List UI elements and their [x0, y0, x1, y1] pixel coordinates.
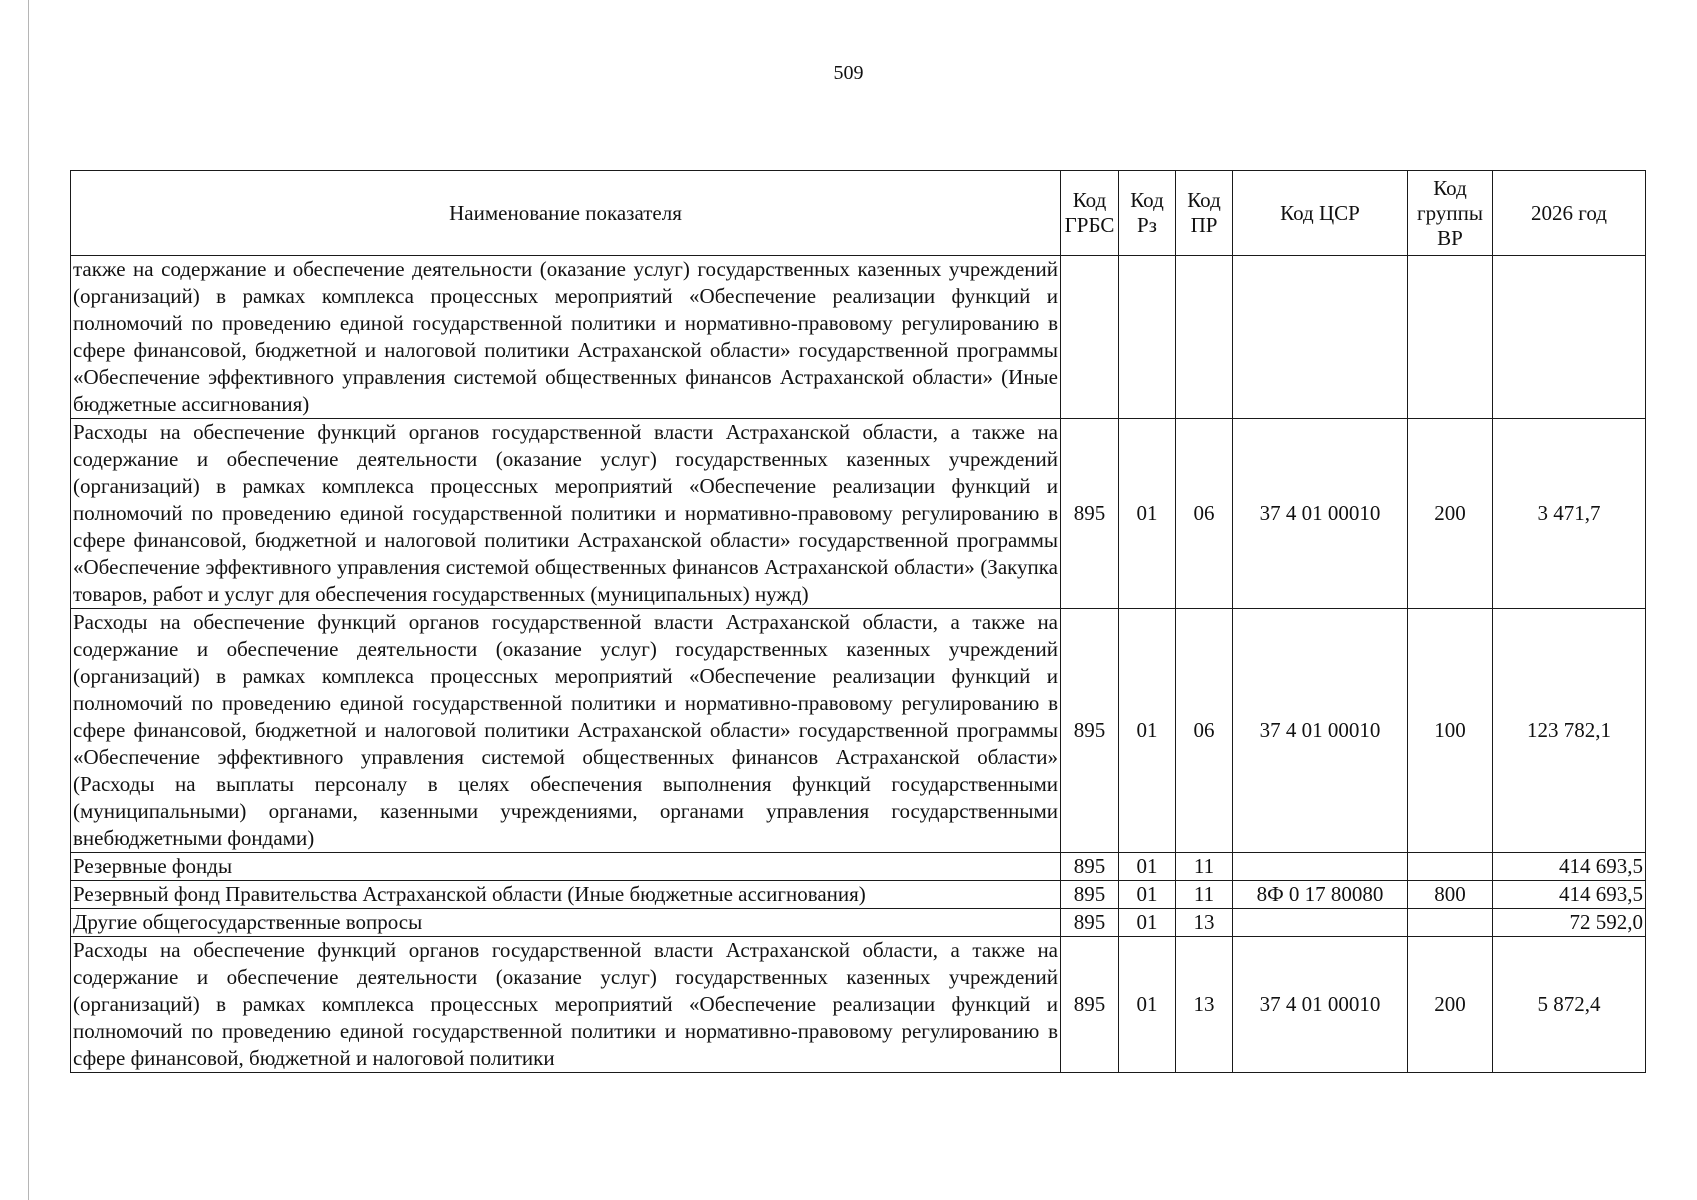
- row-grbs: 895: [1061, 937, 1119, 1073]
- row-rz: 01: [1119, 419, 1176, 609]
- row-grbs: [1061, 256, 1119, 419]
- row-vr: 100: [1408, 609, 1493, 853]
- row-vr: [1408, 853, 1493, 881]
- row-rz: 01: [1119, 609, 1176, 853]
- row-csr: [1233, 256, 1408, 419]
- row-grbs: 895: [1061, 881, 1119, 909]
- header-pr: Код ПР: [1176, 171, 1233, 256]
- header-vr: Код группы ВР: [1408, 171, 1493, 256]
- row-rz: [1119, 256, 1176, 419]
- table-row: [71, 256, 1646, 419]
- row-amount: 3 471,7: [1493, 419, 1646, 609]
- row-amount: 123 782,1: [1493, 609, 1646, 853]
- row-pr: 06: [1176, 419, 1233, 609]
- row-grbs: 895: [1061, 853, 1119, 881]
- table-row: [71, 909, 1646, 937]
- header-year: 2026 год: [1493, 171, 1646, 256]
- row-vr: 800: [1408, 881, 1493, 909]
- row-name: также на содержание и обеспечение деятельности (оказание услуг) государственных казенных учреждений (организаций) в рамках комплекса процессных мероприятий «Обеспечение реализации функций и полномочий по проведению единой государственной политики и нормативно-правовому регулированию в сфере финансовой, бюджетной и налоговой политики Астраханской области» государственной программы «Обеспечение эффективного управления системой общественных финансов Астраханской области» (Иные бюджетные ассигнования): [71, 256, 1061, 419]
- table-row: [71, 881, 1646, 909]
- row-amount: 414 693,5: [1493, 881, 1646, 909]
- row-csr: 37 4 01 00010: [1233, 937, 1408, 1073]
- table-row: [71, 609, 1646, 853]
- table-row: [71, 937, 1646, 1073]
- row-grbs: 895: [1061, 909, 1119, 937]
- row-amount: 72 592,0: [1493, 909, 1646, 937]
- row-csr: 37 4 01 00010: [1233, 419, 1408, 609]
- row-vr: 200: [1408, 937, 1493, 1073]
- row-pr: 13: [1176, 937, 1233, 1073]
- row-pr: 11: [1176, 853, 1233, 881]
- budget-table: [70, 170, 1646, 1073]
- row-csr: 8Ф 0 17 80080: [1233, 881, 1408, 909]
- row-name: Резервные фонды: [71, 853, 1061, 881]
- row-rz: 01: [1119, 853, 1176, 881]
- row-pr: 11: [1176, 881, 1233, 909]
- row-name: Резервный фонд Правительства Астраханской области (Иные бюджетные ассигнования): [71, 881, 1061, 909]
- row-rz: 01: [1119, 881, 1176, 909]
- row-name: Расходы на обеспечение функций органов государственной власти Астраханской области, а также на содержание и обеспечение деятельности (оказание услуг) государственных казенных учреждений (организаций) в рамках комплекса процессных мероприятий «Обеспечение реализации функций и полномочий по проведению единой государственной политики и нормативно-правовому регулированию в сфере финансовой, бюджетной и налоговой политики Астраханской области» государственной программы «Обеспечение эффективного управления системой общественных финансов Астраханской области» (Закупка товаров, работ и услуг для обеспечения государственных (муниципальных) нужд): [71, 419, 1061, 609]
- row-name: Расходы на обеспечение функций органов государственной власти Астраханской области, а также на содержание и обеспечение деятельности (оказание услуг) государственных казенных учреждений (организаций) в рамках комплекса процессных мероприятий «Обеспечение реализации функций и полномочий по проведению единой государственной политики и нормативно-правовому регулированию в сфере финансовой, бюджетной и налоговой политики Астраханской области» государственной программы «Обеспечение эффективного управления системой общественных финансов Астраханской области» (Расходы на выплаты персоналу в целях обеспечения выполнения функций государственными (муниципальными) органами, казенными учреждениями, органами управления государственными внебюджетными фондами): [71, 609, 1061, 853]
- header-name: Наименование показателя: [71, 171, 1061, 256]
- header-csr: Код ЦСР: [1233, 171, 1408, 256]
- header-rz: Код Рз: [1119, 171, 1176, 256]
- row-grbs: 895: [1061, 419, 1119, 609]
- row-grbs: 895: [1061, 609, 1119, 853]
- row-name: Расходы на обеспечение функций органов государственной власти Астраханской области, а также на содержание и обеспечение деятельности (оказание услуг) государственных казенных учреждений (организаций) в рамках комплекса процессных мероприятий «Обеспечение реализации функций и полномочий по проведению единой государственной политики и нормативно-правовому регулированию в сфере финансовой, бюджетной и налоговой политики: [71, 937, 1061, 1073]
- page-number: 509: [833, 62, 864, 84]
- row-name: Другие общегосударственные вопросы: [71, 909, 1061, 937]
- row-vr: [1408, 909, 1493, 937]
- row-pr: [1176, 256, 1233, 419]
- row-amount: 414 693,5: [1493, 853, 1646, 881]
- row-rz: 01: [1119, 937, 1176, 1073]
- scan-edge-line: [28, 0, 29, 1200]
- table-row: [71, 853, 1646, 881]
- row-vr: [1408, 256, 1493, 419]
- table-header-row: [71, 171, 1646, 256]
- row-rz: 01: [1119, 909, 1176, 937]
- row-pr: 13: [1176, 909, 1233, 937]
- row-amount: 5 872,4: [1493, 937, 1646, 1073]
- row-csr: 37 4 01 00010: [1233, 609, 1408, 853]
- row-csr: [1233, 853, 1408, 881]
- table-row: [71, 419, 1646, 609]
- row-amount: [1493, 256, 1646, 419]
- row-csr: [1233, 909, 1408, 937]
- row-vr: 200: [1408, 419, 1493, 609]
- header-grbs: Код ГРБС: [1061, 171, 1119, 256]
- row-pr: 06: [1176, 609, 1233, 853]
